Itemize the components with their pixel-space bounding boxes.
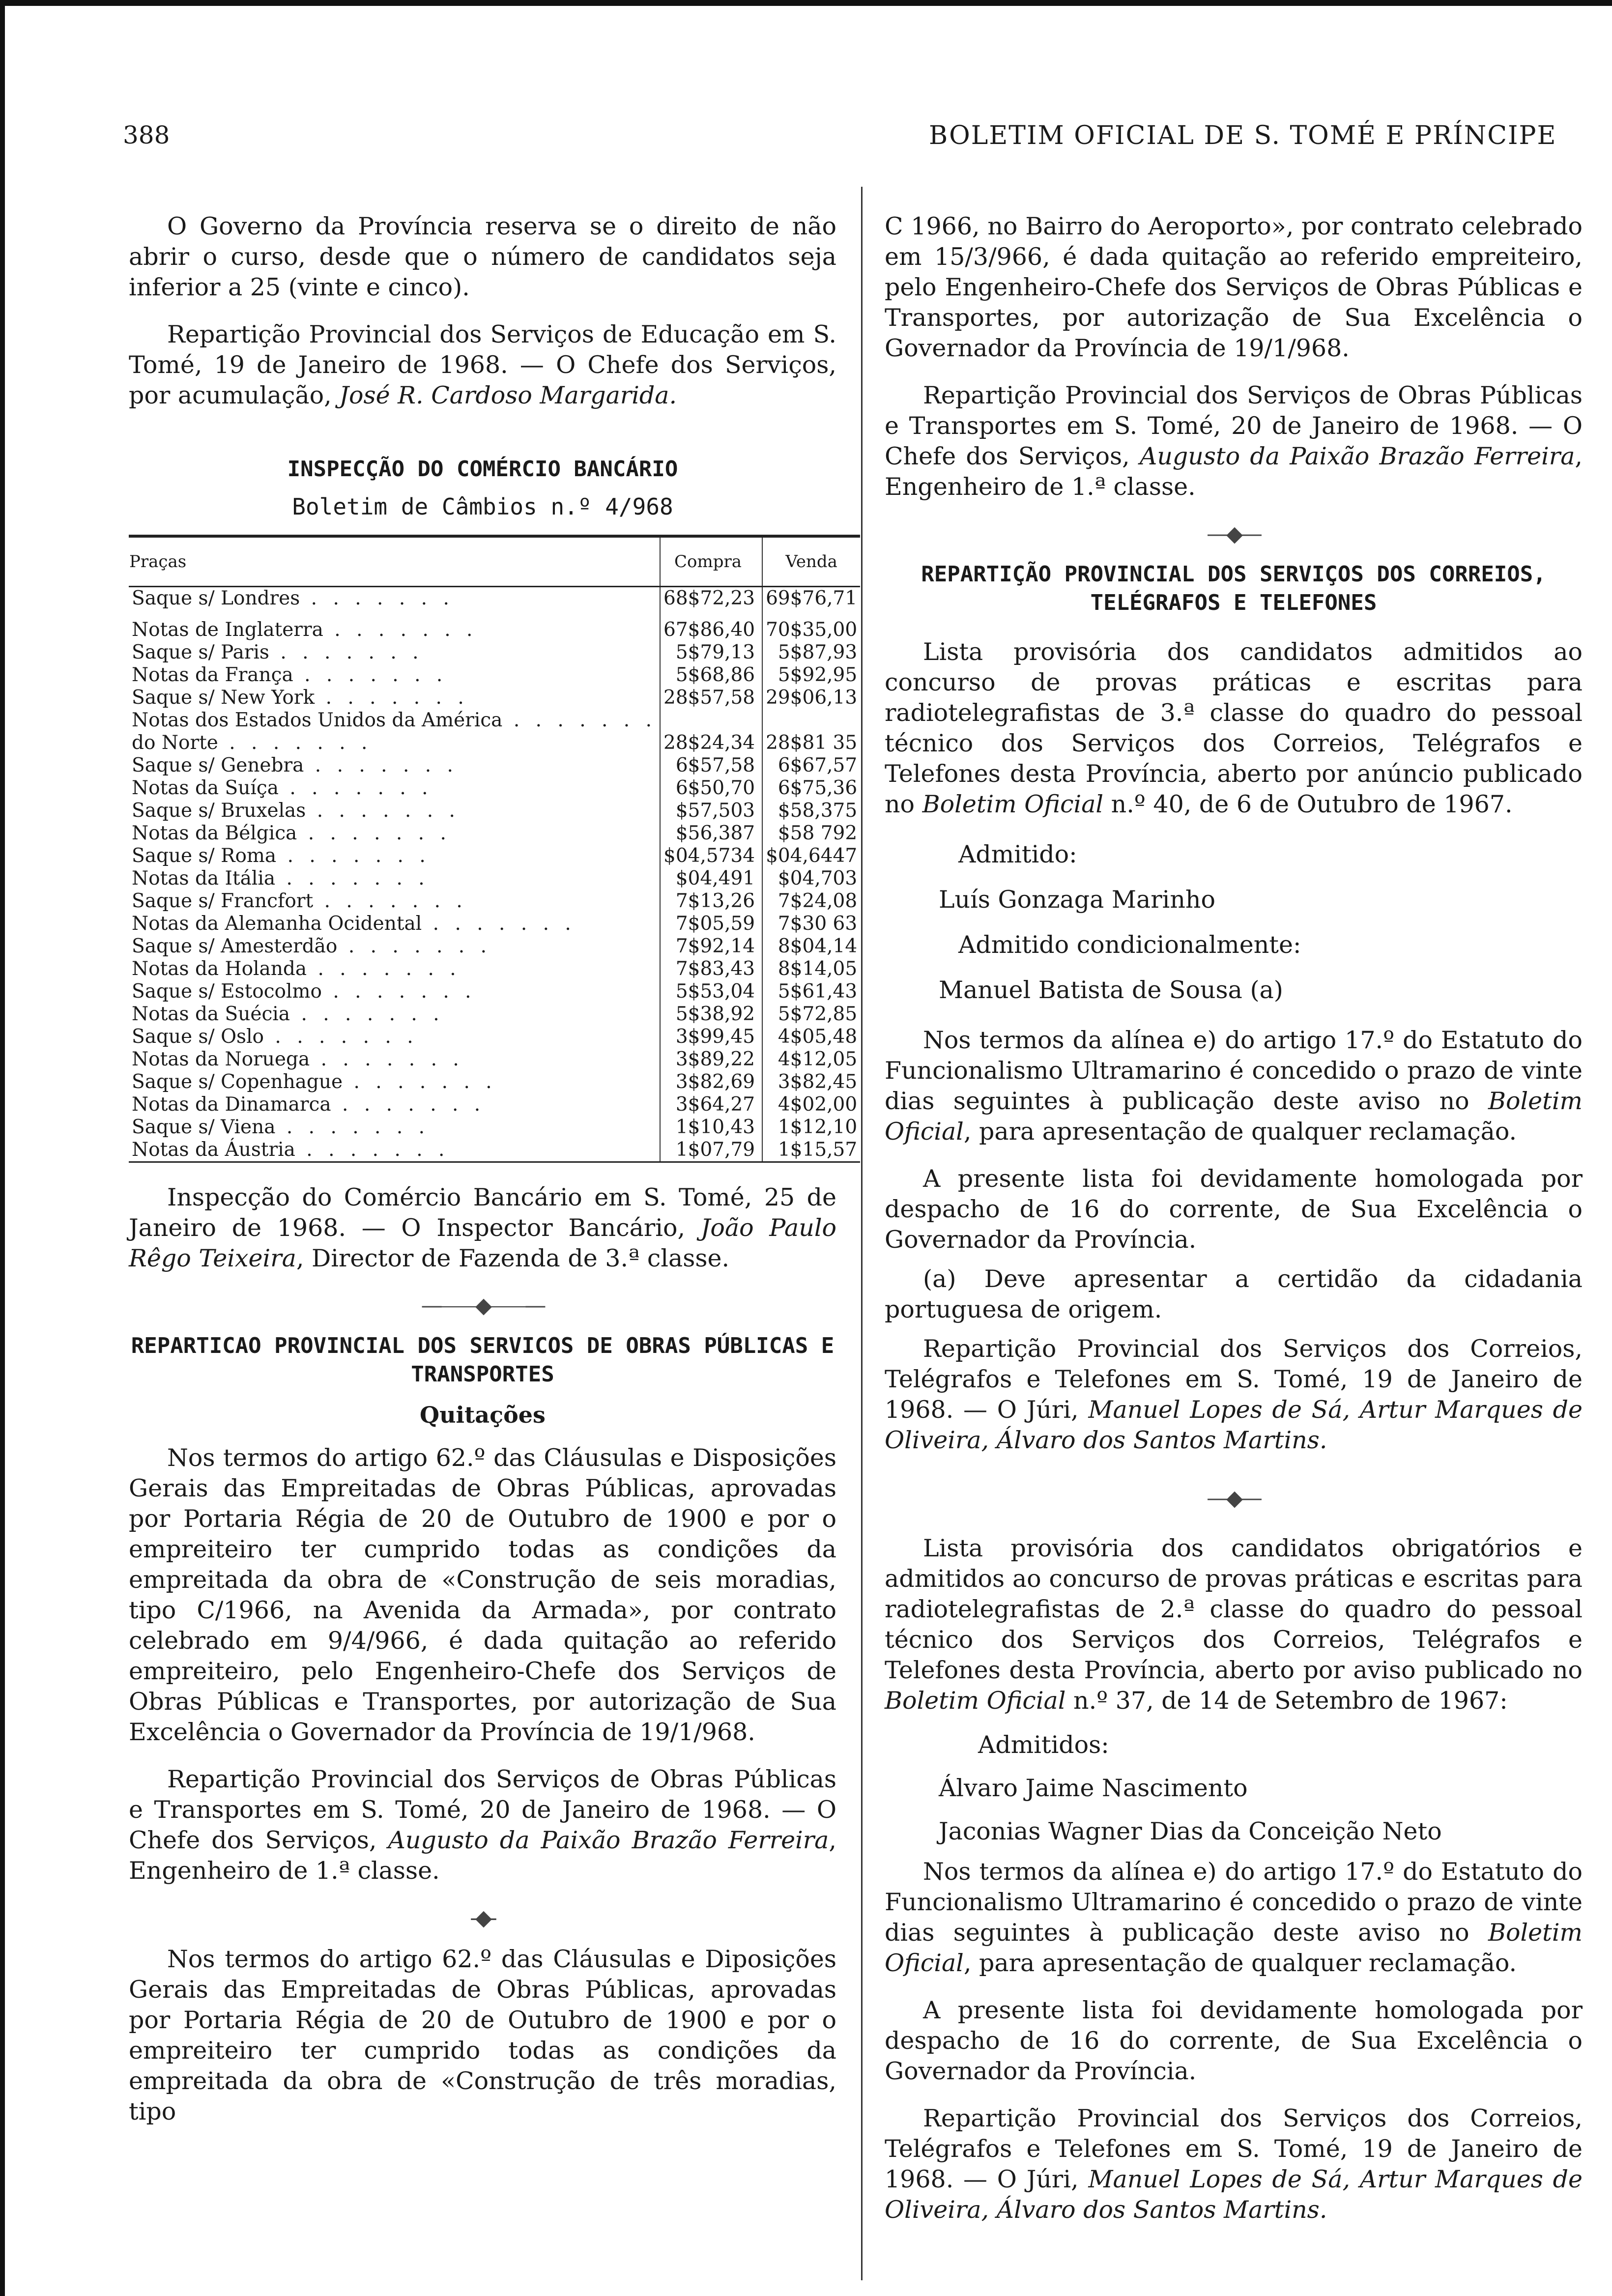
praca-cell: Notas da Dinamarca . . . . . . . — [132, 1093, 486, 1116]
venda-cell: 70$35,00 — [766, 619, 858, 641]
praca-cell: Saque s/ Paris . . . . . . . — [132, 641, 424, 663]
exchange-rate-table — [129, 535, 860, 1163]
leader-dots: . . . . . . . — [323, 619, 478, 641]
venda-cell: $04,6447 — [766, 845, 858, 867]
venda-cell: 8$14,05 — [777, 958, 858, 980]
compra-cell: 3$82,69 — [660, 1071, 762, 1093]
compra-cell: $56,387 — [660, 822, 762, 845]
leader-dots: . . . . . . . — [422, 913, 576, 935]
left-border-rule — [0, 0, 5, 2296]
venda-cell — [762, 709, 860, 732]
signature-name: Augusto da Paixão Brazão Ferreira — [1139, 442, 1575, 470]
venda-cell: 4$05,48 — [777, 1026, 858, 1048]
compra-cell: 5$68,86 — [660, 664, 762, 687]
praca-cell: Saque s/ Estocolmo . . . . . . . — [132, 980, 476, 1003]
table-row — [129, 845, 860, 867]
compra-cell: 3$99,45 — [660, 1026, 762, 1048]
table-row — [129, 958, 860, 980]
signature-name: Augusto da Paixão Brazão Ferreira — [388, 1826, 829, 1854]
table-row — [129, 913, 860, 935]
ornament-divider: —⸺◆⸺— — [421, 1293, 545, 1318]
ornament-divider: —◆— — [1207, 1486, 1261, 1511]
table-row — [129, 867, 860, 890]
cambio-signature-paragraph: Inspecção do Comércio Bancário em S. Tomé, 25 de Janeiro de 1968. — O Inspector Bancário, João Paulo Rêgo Teixeira, Director de Fazenda de 3.ª classe. — [129, 1183, 836, 1272]
compra-cell: 67$86,40 — [660, 610, 762, 641]
table-row — [129, 980, 860, 1003]
signature-name: João Paulo Rêgo Teixeira — [129, 1214, 836, 1272]
praca-cell: Saque s/ Copenhague . . . . . . . — [132, 1071, 497, 1093]
juri-signature-paragraph: Repartição Provincial dos Serviços dos Correios, Telégrafos e Telefones em S. Tomé, 19 de Janeiro de 1968. — O Júri, Manuel Lopes de Sá, Artur Marques de Oliveira, Álvaro dos Santos Martins. — [885, 2104, 1583, 2224]
leader-dots: . . . . . . . — [218, 732, 373, 754]
leader-dots: . . . . . . . — [300, 587, 454, 609]
praca-cell: Saque s/ Viena . . . . . . . — [132, 1116, 430, 1138]
ornament-divider: -◆- — [470, 1905, 495, 1930]
leader-dots: . . . . . . . — [275, 1116, 430, 1138]
venda-cell: 7$24,08 — [777, 890, 858, 912]
compra-cell: 1$10,43 — [660, 1116, 762, 1139]
education-signature-paragraph: Repartição Provincial dos Serviços de Educação em S. Tomé, 19 de Janeiro de 1968. — O Chefe dos Serviços, por acumulação, José R. Cardoso Margarida. — [129, 320, 836, 409]
signature-names: Manuel Lopes de Sá, Artur Marques de Oliveira, Álvaro dos Santos Martins. — [885, 2165, 1583, 2224]
correios-list-intro-2a: Lista provisória dos candidatos obrigatórios e admitidos ao concurso de provas práticas e escritas para radiotelegrafistas de 2.ª classe do quadro do pessoal técnico dos Serviços dos Correios, Telégrafos e Telefones desta Província, aberto por aviso publicado no Boletim Oficial n.º 37, de 14 de Setembro de 1967: — [885, 1534, 1583, 1715]
table-row — [129, 935, 860, 958]
table-row — [129, 890, 860, 913]
section-heading-correios: REPARTIÇÃO PROVINCIAL DOS SERVIÇOS DOS CORREIOS, TELÉGRAFOS E TELEFONES — [921, 562, 1546, 615]
exchange-rate-rows — [129, 587, 860, 1162]
leader-dots: . . . . . . . — [321, 980, 476, 1003]
leader-dots: . . . . . . . — [304, 754, 458, 776]
venda-cell: 4$12,05 — [777, 1048, 858, 1070]
table-row — [129, 1139, 860, 1162]
homologacao-paragraph: A presente lista foi devidamente homologada por despacho de 16 do corrente, de Sua Excelência o Governador da Província. — [885, 1165, 1583, 1254]
leader-dots: . . . . . . . — [313, 890, 467, 912]
subheading-quitacoes: Quitações — [420, 1402, 546, 1428]
quitacao-paragraph-1: Nos termos do artigo 62.º das Cláusulas e Disposições Gerais das Empreitadas de Obras Públicas, aprovadas por Portaria Régia de 20 de Outubro de 1900 e por o empreiteiro ter cumprido todas as condições da empreitada da obra de «Construção de seis moradias, tipo C/1966, na Avenida da Armada», por contrato celebrado em 9/4/966, é dada quitação ao referido empreiteiro, pelo Engenheiro-Chefe dos Serviços de Obras Públicas e Transportes, por autorização de Sua Excelência o Governador da Província de 19/1/968. — [129, 1444, 836, 1746]
praca-cell: Notas dos Estados Unidos da América . . . . . . . — [132, 709, 657, 731]
compra-cell: $04,5734 — [660, 845, 762, 867]
praca-cell: Notas de Inglaterra . . . . . . . — [132, 619, 478, 641]
left-column — [129, 211, 858, 2127]
leader-dots: . . . . . . . — [264, 1026, 418, 1048]
compra-cell: $57,503 — [660, 800, 762, 822]
juri-signature-paragraph: Repartição Provincial dos Serviços dos Correios, Telégrafos e Telefones em S. Tomé, 19 de Janeiro de 1968. — O Júri, Manuel Lopes de Sá, Artur Marques de Oliveira, Álvaro dos Santos Martins. — [885, 1335, 1583, 1454]
venda-cell: 29$06,13 — [766, 687, 858, 709]
reclamacao-paragraph: Nos termos da alínea e) do artigo 17.º do Estatuto do Funcionalismo Ultramarino é concedido o prazo de vinte dias seguintes à publicação deste aviso no Boletim Oficial, para apresentação de qualquer reclamação. — [885, 1026, 1583, 1146]
leader-dots: . . . . . . . — [278, 777, 433, 799]
label-admitido: Admitido: — [958, 840, 1077, 868]
praca-cell: Notas da Áustria . . . . . . . — [132, 1139, 450, 1161]
table-row — [129, 1093, 860, 1116]
venda-cell: 1$12,10 — [777, 1116, 858, 1138]
reclamacao-paragraph: Nos termos da alínea e) do artigo 17.º do Estatuto do Funcionalismo Ultramarino é concedido o prazo de vinte dias seguintes à publicação deste aviso no Boletim Oficial, para apresentação de qualquer reclamação. — [885, 1858, 1583, 1977]
page-number: 388 — [123, 121, 170, 149]
leader-dots: . . . . . . . — [343, 1071, 497, 1093]
leader-dots: . . . . . . . — [275, 867, 430, 890]
compra-cell: 28$57,58 — [660, 687, 762, 709]
table-row — [129, 1071, 860, 1093]
leader-dots: . . . . . . . — [331, 1093, 486, 1116]
compra-cell: 5$38,92 — [660, 1003, 762, 1026]
venda-cell: 1$15,57 — [777, 1139, 858, 1161]
column-divider — [861, 187, 863, 2280]
footnote-a: (a) Deve apresentar a certidão da cidadania portuguesa de origem. — [885, 1265, 1583, 1323]
signature-names: Manuel Lopes de Sá, Artur Marques de Oliveira, Álvaro dos Santos Martins. — [885, 1396, 1583, 1454]
praca-cell: Notas da Bélgica . . . . . . . — [132, 822, 451, 844]
compra-cell: 28$24,34 — [660, 732, 762, 754]
education-paragraph: O Governo da Província reserva se o direito de não abrir o curso, desde que o número de candidatos seja inferior a 25 (vinte e cinco). — [129, 212, 836, 301]
praca-cell: Saque s/ Oslo . . . . . . . — [132, 1026, 418, 1048]
praca-cell: Notas da Holanda . . . . . . . — [132, 958, 461, 980]
leader-dots: . . . . . . . — [306, 800, 460, 822]
ornament-divider: —◆— — [1207, 521, 1261, 546]
homologacao-paragraph: A presente lista foi devidamente homologada por despacho de 16 do corrente, de Sua Excelência o Governador da Província. — [885, 1996, 1583, 2085]
cambio-bulletin-title: Boletim de Câmbios n.º 4/968 — [292, 493, 673, 520]
leader-dots: . . . . . . . — [269, 641, 424, 663]
obras-signature-paragraph: Repartição Provincial dos Serviços de Obras Públicas e Transportes em S. Tomé, 20 de Janeiro de 1968. — O Chefe dos Serviços, Augusto da Paixão Brazão Ferreira, Engenheiro de 1.ª classe. — [885, 381, 1583, 501]
compra-cell: 7$13,26 — [660, 890, 762, 913]
leader-dots: . . . . . . . — [297, 822, 451, 844]
praca-cell: Saque s/ New York . . . . . . . — [132, 687, 469, 709]
table-row — [129, 664, 860, 687]
compra-cell: 7$05,59 — [660, 913, 762, 935]
compra-cell: 5$79,13 — [660, 641, 762, 664]
right-column — [885, 211, 1583, 2225]
praca-cell: Notas da França . . . . . . . — [132, 664, 448, 686]
praca-cell: Notas da Suécia . . . . . . . — [132, 1003, 444, 1025]
table-row — [129, 732, 860, 754]
praca-cell: Saque s/ Amesterdão . . . . . . . — [132, 935, 491, 957]
compra-cell: $04,491 — [660, 867, 762, 890]
table-row — [129, 641, 860, 664]
praca-cell: Notas da Suíça . . . . . . . — [132, 777, 433, 799]
table-row — [129, 754, 860, 777]
table-row — [129, 587, 860, 610]
venda-cell: $04,703 — [777, 867, 858, 890]
compra-cell: 5$53,04 — [660, 980, 762, 1003]
quitacao-continuation: C 1966, no Bairro do Aeroporto», por contrato celebrado em 15/3/966, é dada quitação ao referido empreiteiro, pelo Engenheiro-Chefe dos Serviços de Obras Públicas e Transportes, por autorização de Sua Excelência o Governador da Província de 19/1/968. — [885, 212, 1583, 362]
leader-dots: . . . . . . . — [310, 1048, 464, 1070]
column-header-pracas: Praças — [129, 536, 660, 587]
leader-dots: . . . . . . . — [315, 687, 469, 709]
praca-cell: Notas da Alemanha Ocidental . . . . . . . — [132, 913, 576, 935]
label-admitidos: Admitidos: — [978, 1731, 1109, 1759]
label-admitido-condicionalmente: Admitido condicionalmente: — [958, 931, 1301, 959]
venda-cell: $58 792 — [777, 822, 858, 844]
venda-cell: 5$72,85 — [777, 1003, 858, 1025]
column-header-compra: Compra — [660, 536, 762, 587]
venda-cell: $58,375 — [777, 800, 858, 822]
table-row — [129, 1048, 860, 1071]
leader-dots: . . . . . . . — [337, 935, 491, 957]
table-header-row — [129, 536, 860, 587]
leader-dots: . . . . . . . — [295, 1139, 450, 1161]
candidate-name: Luís Gonzaga Marinho — [939, 886, 1215, 914]
leader-dots: . . . . . . . — [276, 845, 431, 867]
candidate-name: Jaconias Wagner Dias da Conceição Neto — [939, 1817, 1442, 1845]
signature-name: José R. Cardoso Margarida. — [339, 381, 677, 409]
table-row — [129, 1116, 860, 1139]
leader-dots: . . . . . . . — [502, 709, 657, 731]
compra-cell: 3$89,22 — [660, 1048, 762, 1071]
table-row — [129, 610, 860, 641]
section-heading-obras-publicas: REPARTICAO PROVINCIAL DOS SERVICOS DE OBRAS PÚBLICAS E TRANSPORTES — [131, 1333, 835, 1387]
table-row — [129, 822, 860, 845]
praca-cell: Saque s/ Roma . . . . . . . — [132, 845, 431, 867]
compra-cell: 68$72,23 — [660, 587, 762, 610]
venda-cell: 4$02,00 — [777, 1093, 858, 1116]
correios-list-intro-3a: Lista provisória dos candidatos admitidos ao concurso de provas práticas e escritas para radiotelegrafistas de 3.ª classe do quadro do pessoal técnico dos Serviços dos Correios, Telégrafos e Telefones desta Província, aberto por anúncio publicado no Boletim Oficial n.º 40, de 6 de Outubro de 1967. — [885, 638, 1583, 818]
venda-cell: 5$87,93 — [777, 641, 858, 663]
venda-cell: 5$92,95 — [777, 664, 858, 686]
venda-cell: 69$76,71 — [766, 587, 858, 609]
venda-cell: 7$30 63 — [777, 913, 858, 935]
compra-cell: 7$92,14 — [660, 935, 762, 958]
compra-cell: 7$83,43 — [660, 958, 762, 980]
compra-cell: 6$50,70 — [660, 777, 762, 800]
venda-cell: 6$67,57 — [777, 754, 858, 776]
leader-dots: . . . . . . . — [307, 958, 461, 980]
section-heading-cambio: INSPECÇÃO DO COMÉRCIO BANCÁRIO — [287, 457, 678, 482]
compra-cell: 1$07,79 — [660, 1139, 762, 1162]
praca-cell: Notas da Noruega . . . . . . . — [132, 1048, 464, 1070]
leader-dots: . . . . . . . — [293, 664, 448, 686]
venda-cell: 3$82,45 — [777, 1071, 858, 1093]
venda-cell: 8$04,14 — [777, 935, 858, 957]
candidate-name: Álvaro Jaime Nascimento — [939, 1774, 1248, 1802]
praca-cell: Notas da Itália . . . . . . . — [132, 867, 430, 890]
praca-cell: do Norte . . . . . . . — [132, 732, 373, 754]
praca-cell: Saque s/ Bruxelas . . . . . . . — [132, 800, 460, 822]
column-header-venda: Venda — [762, 536, 860, 587]
compra-cell — [660, 709, 762, 732]
quitacao-paragraph-2: Nos termos do artigo 62.º das Cláusulas e Diposições Gerais das Empreitadas de Obras Públicas, aprovadas por Portaria Régia de 20 de Outubro de 1900 e por o empreiteiro ter cumprido todas as condições da empreitada da obra de «Construção de três moradias, tipo — [129, 1945, 836, 2125]
table-row — [129, 800, 860, 822]
praca-cell: Saque s/ Londres . . . . . . . — [132, 587, 454, 609]
table-row — [129, 1026, 860, 1048]
table-row — [129, 777, 860, 800]
compra-cell: 6$57,58 — [660, 754, 762, 777]
compra-cell: 3$64,27 — [660, 1093, 762, 1116]
venda-cell: 6$75,36 — [777, 777, 858, 799]
table-row — [129, 709, 860, 732]
table-row — [129, 1003, 860, 1026]
top-border-rule — [0, 0, 1612, 6]
candidate-name: Manuel Batista de Sousa (a) — [939, 976, 1283, 1004]
venda-cell: 5$61,43 — [777, 980, 858, 1003]
leader-dots: . . . . . . . — [290, 1003, 444, 1025]
praca-cell: Saque s/ Francfort . . . . . . . — [132, 890, 467, 912]
venda-cell: 28$81 35 — [766, 732, 858, 754]
page-title: BOLETIM OFICIAL DE S. TOMÉ E PRÍNCIPE — [929, 121, 1557, 150]
praca-cell: Saque s/ Genebra . . . . . . . — [132, 754, 458, 776]
table-row — [129, 687, 860, 709]
obras-signature-paragraph: Repartição Provincial dos Serviços de Obras Públicas e Transportes em S. Tomé, 20 de Janeiro de 1968. — O Chefe dos Serviços, Augusto da Paixão Brazão Ferreira, Engenheiro de 1.ª classe. — [129, 1765, 836, 1885]
